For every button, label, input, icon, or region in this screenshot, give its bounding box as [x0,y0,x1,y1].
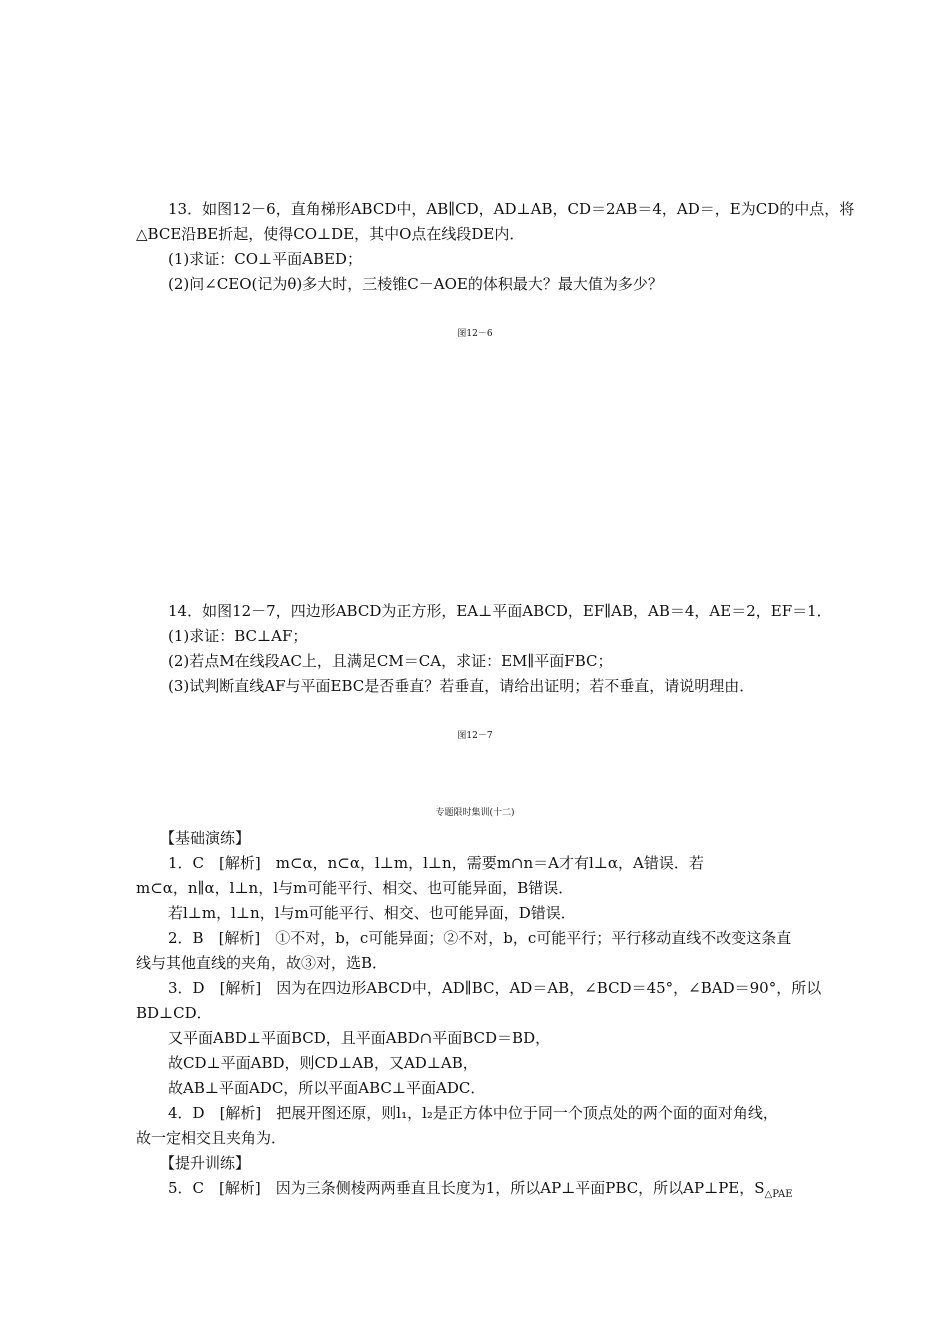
q13-line-1: 13．如图12－6，直角梯形ABCD中，AB∥CD，AD⊥AB，CD＝2AB＝4，AD＝，E为CD的中点，将 [168,200,855,218]
answer-5-line-1 [168,1178,793,1205]
answer-1-line-1: 1．C [解析] m⊂α，n⊂α，l⊥m，l⊥n，需要m∩n＝A才有l⊥α，A错误．若 [168,854,704,872]
answer-2-line-1: 2．B [解析] ①不对，b，c可能异面；②不对，b，c可能平行；平行移动直线不改变这条直 [168,929,792,947]
q13-part-1: (1)求证：CO⊥平面ABED； [168,250,362,268]
answer-3-line-3: 又平面ABD⊥平面BCD，且平面ABD∩平面BCD＝BD， [168,1029,551,1047]
answer-5-subscript: △PAE [764,1189,793,1200]
q14-part-1: (1)求证：BC⊥AF； [168,627,308,645]
answer-3-line-1: 3．D [解析] 因为在四边形ABCD中，AD∥BC，AD＝AB，∠BCD＝45°，∠BAD＝90°，所以 [168,979,822,997]
answer-1-line-2: m⊂α，n∥α，l⊥n，l与m可能平行、相交、也可能异面，B错误． [136,879,574,897]
answer-5-text: 5．C [解析] 因为三条侧棱两两垂直且长度为1，所以AP⊥平面PBC，所以AP⊥PE，S [168,1179,765,1197]
q14-part-2: (2)若点M在线段AC上，且满足CM＝CA，求证：EM∥平面FBC； [168,652,613,670]
answer-4-line-2: 故一定相交且夹角为． [136,1129,287,1147]
q14-line-1: 14．如图12－7，四边形ABCD为正方形，EA⊥平面ABCD，EF∥AB，AB＝4，AE＝2，EF＝1． [168,602,832,620]
section-basic: 【基础演练】 [160,829,251,847]
answer-3-line-2: BD⊥CD． [136,1004,212,1022]
section-advance: 【提升训练】 [160,1154,251,1172]
answer-3-line-4: 故CD⊥平面ABD，则CD⊥AB，又AD⊥AB， [168,1054,478,1072]
q14-part-3: (3)试判断直线AF与平面EBC是否垂直？若垂直，请给出证明；若不垂直，请说明理由． [168,677,755,695]
answers-title: 专题限时集训(十二) [435,808,515,818]
answer-3-line-5: 故AB⊥平面ADC，所以平面ABC⊥平面ADC． [168,1079,486,1097]
answer-4-line-1: 4．D [解析] 把展开图还原，则l₁，l₂是正方体中位于同一个顶点处的两个面的面对角线， [168,1104,778,1122]
figure-caption-12-7: 图12－7 [457,731,493,741]
q13-part-2: (2)问∠CEO(记为θ)多大时，三棱锥C－AOE的体积最大？最大值为多少？ [168,275,663,293]
figure-caption-12-6: 图12－6 [457,329,493,339]
q13-line-2: △BCE沿BE折起，使得CO⊥DE，其中O点在线段DE内． [136,225,525,243]
answer-1-line-3: 若l⊥m，l⊥n，l与m可能平行、相交、也可能异面，D错误． [168,904,576,922]
answer-2-line-2: 线与其他直线的夹角，故③对，选B． [136,954,388,972]
